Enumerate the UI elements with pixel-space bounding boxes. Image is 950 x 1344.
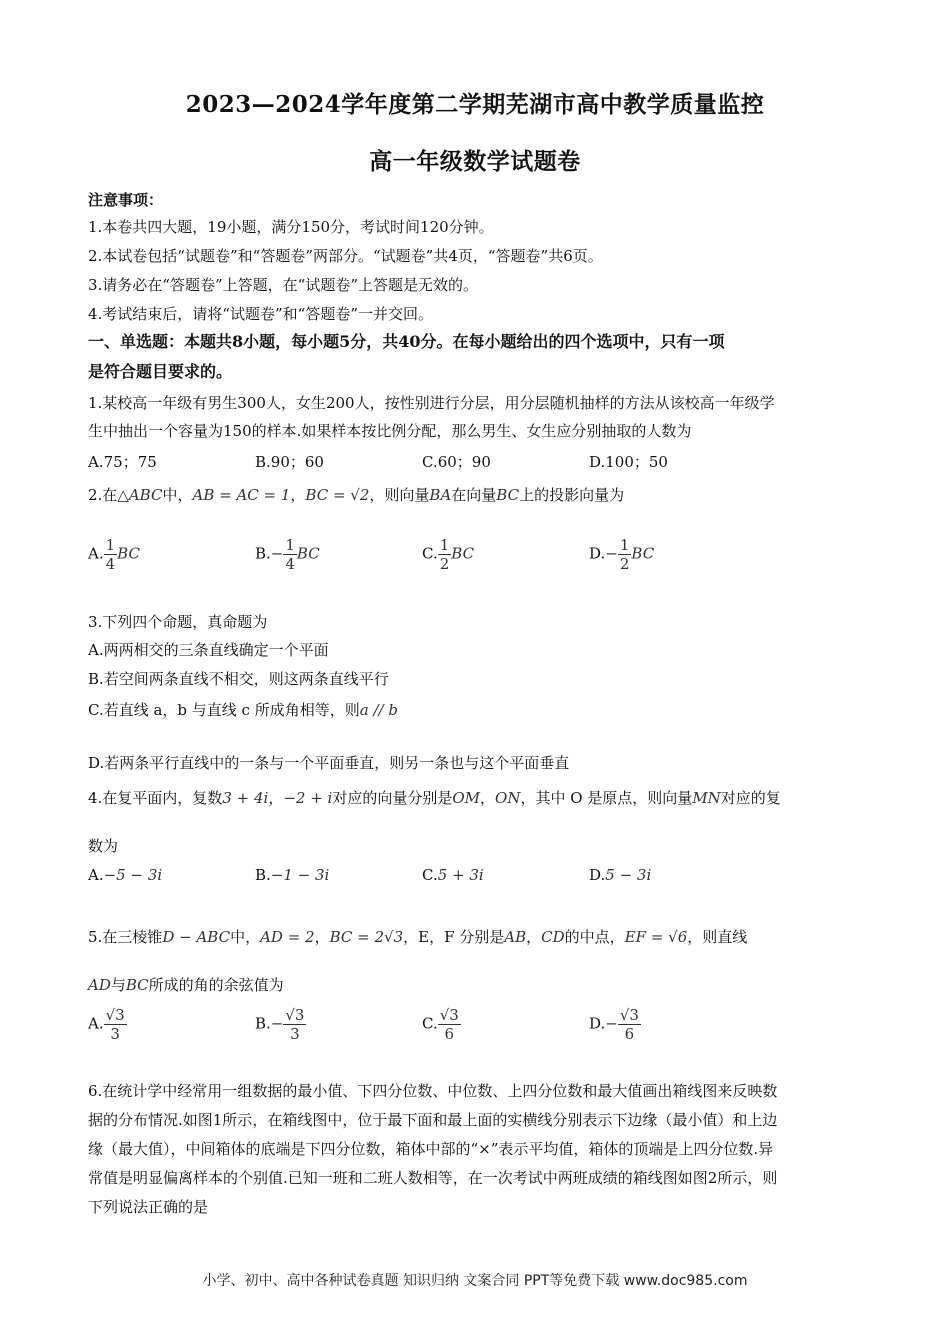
denominator: 4 <box>285 555 295 573</box>
q1-option-b: B.90；60 <box>255 453 324 471</box>
q5-stem-line-2 <box>88 975 868 995</box>
section-heading-line-1: 一、单选题：本题共8小题，每小题5分，共40分。在每小题给出的四个选项中，只有一项 <box>88 332 725 351</box>
q6-stem-line-1: 6.在统计学中经常用一组数据的最小值、下四分位数、中位数、上四分位数和最大值画出箱线图来反映数 <box>88 1082 778 1100</box>
q1-stem-line-2: 生中抽出一个容量为150的样本.如果样本按比例分配，那么男生、女生应分别抽取的人数为 <box>88 422 692 440</box>
fraction <box>438 1006 461 1043</box>
q3-option-b: B.若空间两条直线不相交，则这两条直线平行 <box>88 670 389 688</box>
q2-text: 中， <box>162 486 193 504</box>
note-item-3: 3.请务必在“答题卷”上答题，在“试题卷”上答题是无效的。 <box>88 276 478 294</box>
numerator: 1 <box>105 536 116 554</box>
q5-option-c <box>422 1006 461 1043</box>
q2-triangle-math: △ABC <box>117 486 163 504</box>
option-label: C. <box>422 1014 438 1033</box>
fraction <box>618 536 632 573</box>
q5-math: AD = 2 <box>260 928 315 946</box>
q5-math: BC = 2√3 <box>329 928 404 946</box>
q3-option-a: A.两两相交的三条直线确定一个平面 <box>88 641 329 659</box>
option-label: C. <box>422 544 438 563</box>
q5-math: CD <box>541 928 565 946</box>
q5-text: 中， <box>230 928 261 946</box>
denominator: 3 <box>290 1025 300 1043</box>
q2-text: ， <box>290 486 306 504</box>
vector: BC <box>631 544 655 563</box>
q2-text: 2.在 <box>88 486 118 504</box>
q4-option-b <box>255 866 329 884</box>
minus-sign: − <box>270 1014 284 1033</box>
q4-text: 4.在复平面内，复数 <box>88 789 223 807</box>
q4-complex: −2 + i <box>283 789 333 807</box>
q2-option-a <box>88 536 140 573</box>
q5-text: ， <box>314 928 330 946</box>
q5-option-a <box>88 1006 127 1043</box>
denominator: 4 <box>105 555 116 573</box>
q5-option-d <box>589 1006 641 1043</box>
q1-option-d: D.100；50 <box>589 453 668 471</box>
option-label: B. <box>255 866 271 884</box>
option-value: −1 − 3i <box>270 866 330 884</box>
q3-stem: 3.下列四个命题，真命题为 <box>88 613 268 631</box>
denominator: 6 <box>444 1025 455 1043</box>
q5-stem-line-1 <box>88 927 868 947</box>
q5-math: EF = √6 <box>624 928 688 946</box>
option-value: −5 − 3i <box>103 866 163 884</box>
q5-text: 的中点， <box>564 928 625 946</box>
q2-option-c <box>422 536 474 573</box>
q2-text: 在向量 <box>451 486 497 504</box>
q5-math: D − ABC <box>162 928 231 946</box>
option-label: C. <box>422 866 438 884</box>
vector: BC <box>451 544 475 563</box>
q5-text: ， <box>526 928 542 946</box>
q2-stem <box>88 485 868 505</box>
fraction <box>283 536 297 573</box>
exam-subtitle: 高一年级数学试题卷 <box>369 148 581 175</box>
q5-option-b <box>255 1006 306 1043</box>
option-label: A. <box>88 1014 104 1033</box>
q2-option-b <box>255 536 320 573</box>
option-value: 5 + 3i <box>437 866 484 884</box>
numerator: √3 <box>105 1006 125 1024</box>
q2-vector: BC <box>496 486 520 504</box>
numerator: 1 <box>285 536 295 554</box>
denominator: 2 <box>619 555 630 573</box>
q5-text: 5.在三棱锥 <box>88 928 163 946</box>
vector: BC <box>117 544 140 563</box>
q5-text: ，E，F 分别是 <box>403 928 505 946</box>
q4-stem-line-1 <box>88 788 868 808</box>
q2-equation: BC = √2 <box>305 486 370 504</box>
denominator: 6 <box>624 1025 635 1043</box>
q5-math: AD <box>88 976 111 994</box>
fraction <box>283 1006 306 1043</box>
fraction <box>618 1006 641 1043</box>
q5-text: 所成的角的余弦值为 <box>148 976 284 994</box>
q5-math: AB <box>504 928 527 946</box>
q4-text: ， <box>268 789 284 807</box>
note-item-2: 2.本试卷包括“试题卷”和“答题卷”两部分。“试题卷”共4页，“答题卷”共6页。 <box>88 247 603 265</box>
q2-option-d <box>589 536 654 573</box>
q1-option-c: C.60；90 <box>422 453 491 471</box>
exam-title: 2023—2024学年度第二学期芜湖市高中教学质量监控 <box>185 91 765 118</box>
q4-option-a <box>88 866 162 884</box>
q6-stem-line-3: 缘（最大值），中间箱体的底端是下四分位数，箱体中部的“×”表示平均值，箱体的顶端是上四分位数.异 <box>88 1140 774 1158</box>
q6-stem-line-4: 常值是明显偏离样本的个别值.已知一班和二班人数相等，在一次考试中两班成绩的箱线图如图2所示，则 <box>88 1169 778 1187</box>
footer-watermark: 小学、初中、高中各种试卷真题 知识归纳 文案合同 PPT等免费下载 www.doc985.com <box>202 1273 748 1289</box>
minus-sign: − <box>605 1014 618 1033</box>
denominator: 3 <box>110 1025 120 1043</box>
note-item-1: 1.本卷共四大题，19小题，满分150分，考试时间120分钟。 <box>88 218 494 236</box>
numerator: √3 <box>439 1006 459 1024</box>
q2-equation: AB = AC = 1 <box>192 486 291 504</box>
numerator: √3 <box>285 1006 305 1024</box>
q4-vector: ON <box>495 789 521 807</box>
numerator: 1 <box>439 536 450 554</box>
vector: BC <box>296 544 320 563</box>
q4-stem-line-2: 数为 <box>88 837 119 855</box>
q4-complex: 3 + 4i <box>222 789 269 807</box>
option-label: A. <box>88 544 104 563</box>
minus-sign: − <box>605 544 618 563</box>
option-label: B. <box>255 1014 271 1033</box>
fraction <box>104 536 118 573</box>
q3-option-c-math: a // b <box>359 701 398 719</box>
q1-stem-line-1: 1.某校高一年级有男生300人，女生200人，按性别进行分层，用分层随机抽样的方法从该校高一年级学 <box>88 394 775 412</box>
numerator: √3 <box>619 1006 639 1024</box>
notes-heading: 注意事项： <box>88 191 164 209</box>
q5-text: 与 <box>110 976 126 994</box>
q2-text: 上的投影向量为 <box>519 486 625 504</box>
option-label: D. <box>589 544 606 563</box>
numerator: 1 <box>619 536 630 554</box>
option-label: B. <box>255 544 271 563</box>
q4-text: ，其中 O 是原点，则向量 <box>520 789 693 807</box>
q1-option-a: A.75；75 <box>88 453 157 471</box>
q6-stem-line-2: 据的分布情况.如图1所示，在箱线图中，位于最下面和最上面的实横线分别表示下边缘（最小值）和上边 <box>88 1111 778 1129</box>
q4-text: 对应的复 <box>720 789 781 807</box>
option-label: A. <box>88 866 104 884</box>
option-value: 5 − 3i <box>605 866 652 884</box>
option-label: D. <box>589 1014 606 1033</box>
q3-option-c-text: C.若直线 a，b 与直线 c 所成角相等，则 <box>88 701 360 719</box>
fraction <box>104 1006 127 1043</box>
q4-option-d <box>589 866 651 884</box>
q4-text: 对应的向量分别是 <box>332 789 453 807</box>
q6-stem-line-5: 下列说法正确的是 <box>88 1198 209 1216</box>
q2-text: ，则向量 <box>369 486 430 504</box>
q2-vector: BA <box>429 486 452 504</box>
q4-vector: MN <box>692 789 721 807</box>
fraction <box>438 536 452 573</box>
section-heading-line-2: 是符合题目要求的。 <box>88 362 233 381</box>
q5-math: BC <box>125 976 149 994</box>
option-label: D. <box>589 866 606 884</box>
q3-option-c <box>88 700 868 720</box>
q4-option-c <box>422 866 484 884</box>
minus-sign: − <box>270 544 284 563</box>
denominator: 2 <box>439 555 450 573</box>
q5-text: ，则直线 <box>687 928 748 946</box>
note-item-4: 4.考试结束后，请将“试题卷”和“答题卷”一并交回。 <box>88 305 433 323</box>
q4-text: ， <box>480 789 496 807</box>
q4-vector: OM <box>452 789 481 807</box>
q3-option-d: D.若两条平行直线中的一条与一个平面垂直，则另一条也与这个平面垂直 <box>88 754 570 772</box>
